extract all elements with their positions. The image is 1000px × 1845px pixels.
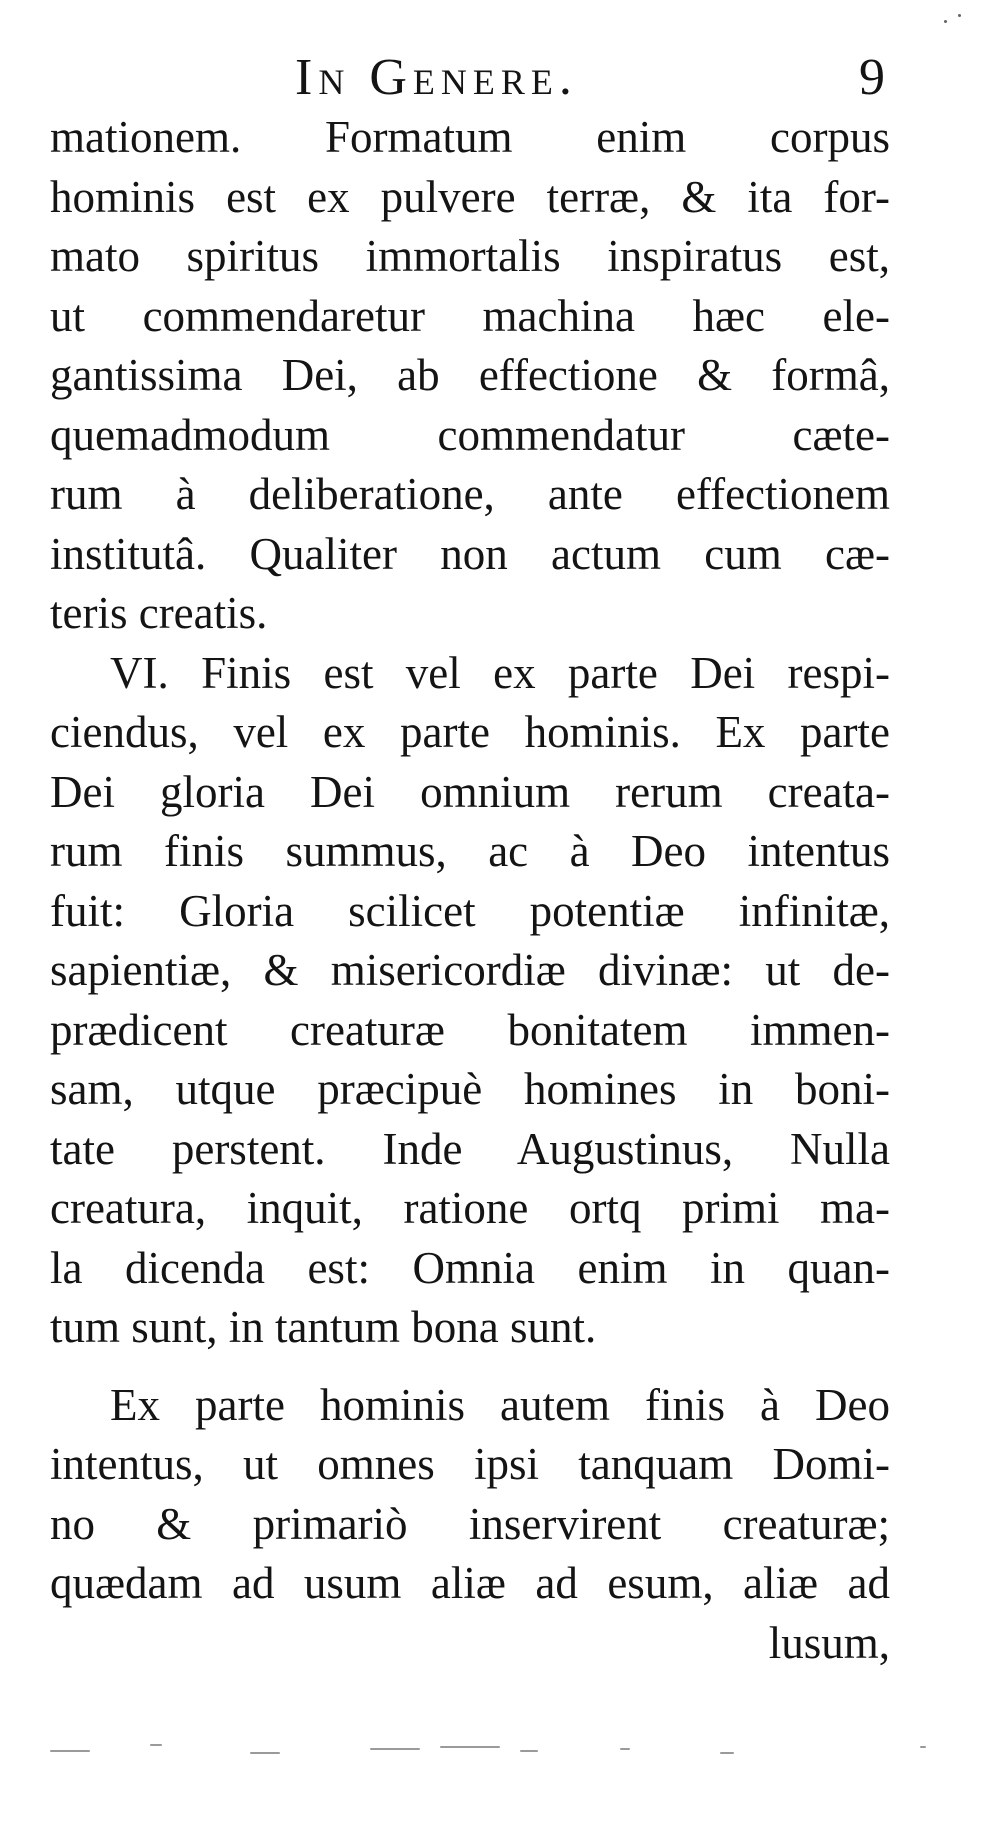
- catchword: lusum,: [768, 1617, 890, 1668]
- text-line: la dicenda est: Omnia enim in quan-: [50, 1242, 890, 1293]
- text-line: rum finis summus, ac à Deo intentus: [50, 826, 890, 876]
- page-number: 9: [859, 49, 885, 106]
- text-line: quemadmodum commendatur cæte-: [50, 409, 890, 460]
- print-speck: [50, 1750, 90, 1752]
- text-line: mato spiritus immortalis inspiratus est,: [50, 231, 890, 281]
- text-line: mationem. Formatum enim corpus: [50, 112, 890, 162]
- text-line: ut commendaretur machina hæc ele-: [50, 290, 890, 341]
- text-line: rum à deliberatione, ante effectionem: [50, 469, 890, 519]
- print-speck: [150, 1744, 162, 1746]
- paragraph-start-line: Ex parte hominis autem finis à Deo: [110, 1379, 890, 1430]
- print-speck: [720, 1752, 734, 1754]
- text-line: teris creatis.: [50, 588, 268, 638]
- text-line: sapientiæ, & misericordiæ divinæ: ut de-: [50, 945, 890, 995]
- text-line: gantissima Dei, ab effectione & formâ,: [50, 350, 890, 400]
- print-speck: [620, 1748, 630, 1750]
- text-line: prædicent creaturæ bonitatem immen-: [50, 1004, 890, 1055]
- running-title: In Genere.: [295, 49, 578, 106]
- print-speck: [370, 1748, 420, 1750]
- text-line: Dei gloria Dei omnium rerum creata-: [50, 766, 890, 817]
- edge-speck: [958, 14, 961, 17]
- bottom-print-specks: [20, 1740, 960, 1760]
- text-line: quædam ad usum aliæ ad esum, aliæ ad: [50, 1558, 890, 1608]
- text-line: ciendus, vel ex parte hominis. Ex parte: [50, 707, 890, 757]
- text-line: fuit: Gloria scilicet potentiæ infinitæ,: [50, 885, 890, 936]
- text-line: hominis est ex pulvere terræ, & ita for-: [50, 171, 890, 222]
- text-line: sam, utque præcipuè homines in boni-: [50, 1064, 890, 1114]
- print-speck: [440, 1746, 500, 1748]
- text-line: no & primariò inservirent creaturæ;: [50, 1498, 890, 1549]
- edge-speck: [944, 20, 947, 23]
- paragraph-start-line: VI. Finis est vel ex parte Dei respi-: [110, 647, 890, 698]
- text-line: tum sunt, in tantum bona sunt.: [50, 1302, 597, 1352]
- body-text: [50, 108, 890, 1673]
- print-speck: [920, 1746, 926, 1748]
- text-line: institutâ. Qualiter non actum cum cæ-: [50, 528, 890, 579]
- print-speck: [250, 1752, 280, 1754]
- text-line: intentus, ut omnes ipsi tanquam Domi-: [50, 1439, 890, 1489]
- text-line: tate perstent. Inde Augustinus, Nulla: [50, 1123, 890, 1174]
- text-line: creatura, inquit, ratione ortq primi ma-: [50, 1183, 890, 1233]
- print-speck: [520, 1750, 538, 1752]
